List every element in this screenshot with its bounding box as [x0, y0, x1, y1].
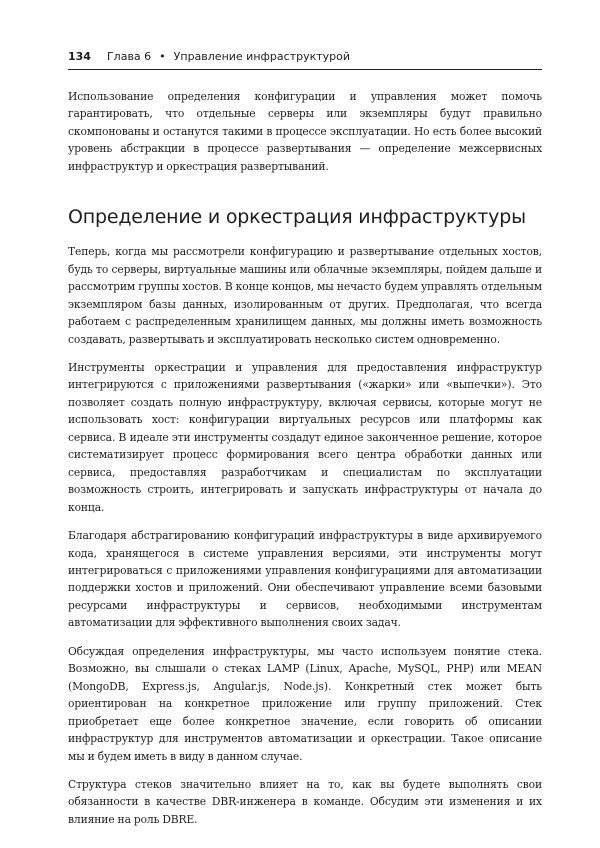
body-paragraph: Теперь, когда мы рассмотрели конфигурацию и развертывание отдельных хостов, будь то серверы, виртуальные машины или облачные экземпляры, пойдем дальше и рассмотрим группы хостов. В конце концов, мы нечасто будем управлять отдельным экземпляром базы данных, изолированным от других. Предполагая, что всегда работаем с распределенным хранилищем данных, мы должны иметь возможность создавать, развертывать и эксплуатировать несколько систем одновременно.	[68, 245, 542, 346]
body-paragraph: Структура стеков значительно влияет на то, как вы будете выполнять свои обязанности в качестве DBR-инженера в команде. Обсудим эти изменения и их влияние на роль DBRE.	[68, 777, 542, 826]
body-paragraph: Благодаря абстрагированию конфигураций инфраструктуры в виде архивируемого кода, хранящегося в системе управления версиями, эти инструменты могут интегрироваться с приложениями управления конфигурациями для автоматизации поддержки хостов и приложений. Они обеспечивают управление всеми базовыми ресурсами инфраструктуры и сервисов, необходимыми инструментам автоматизации для эффективного выполнения своих задач.	[68, 529, 542, 630]
chapter-label: Глава 6	[106, 50, 152, 63]
page-number: 134	[68, 50, 91, 63]
header-rule	[68, 69, 542, 70]
chapter-title: Управление инфраструктурой	[173, 50, 351, 63]
body-paragraph: Инструменты оркестрации и управления для предоставления инфраструктур интегрируются с приложениями развертывания («жарки» или «выпечки»). Это позволяет создать полную инфраструктуру, включая сервисы, которые могут не использовать хост: конфигурации виртуальных ресурсов или платформы как сервиса. В идеале эти инструменты создадут единое законченное решение, которое систематизирует процесс формирования всего центра обработки данных или сервиса, предоставляя разработчикам и специалистам по эксплуатации возможность строить, интегрировать и запускать инфраструктуры от начала до конца.	[68, 360, 542, 514]
header-separator: •	[159, 50, 166, 63]
running-header	[68, 50, 542, 64]
intro-paragraph: Использование определения конфигурации и управления может помочь гарантировать, что отдельные серверы или экземпляры будут правильно скомпонованы и останутся такими в процессе эксплуатации. Но есть более высокий уровень абстракции в процессе развертывания — определение межсервисных инфраструктур и оркестрация развертываний.	[68, 90, 542, 173]
page-body	[68, 88, 542, 828]
section-heading: Определение и оркестрация инфраструктуры	[68, 206, 526, 229]
body-paragraph: Обсуждая определения инфраструктуры, мы часто используем понятие стека. Возможно, вы слышали о стеках LAMP (Linux, Apache, MySQL, PHP) или MEAN (MongoDB, Express.js, Angular.js, Node.js). Конкретный стек может быть ориентирован на конкретное приложение или группу приложений. Стек приобретает еще более конкретное значение, если говорить об описании инфраструктур для инструментов автоматизации и оркестрации. Такое описание мы и будем иметь в виду в данном случае.	[68, 644, 542, 763]
